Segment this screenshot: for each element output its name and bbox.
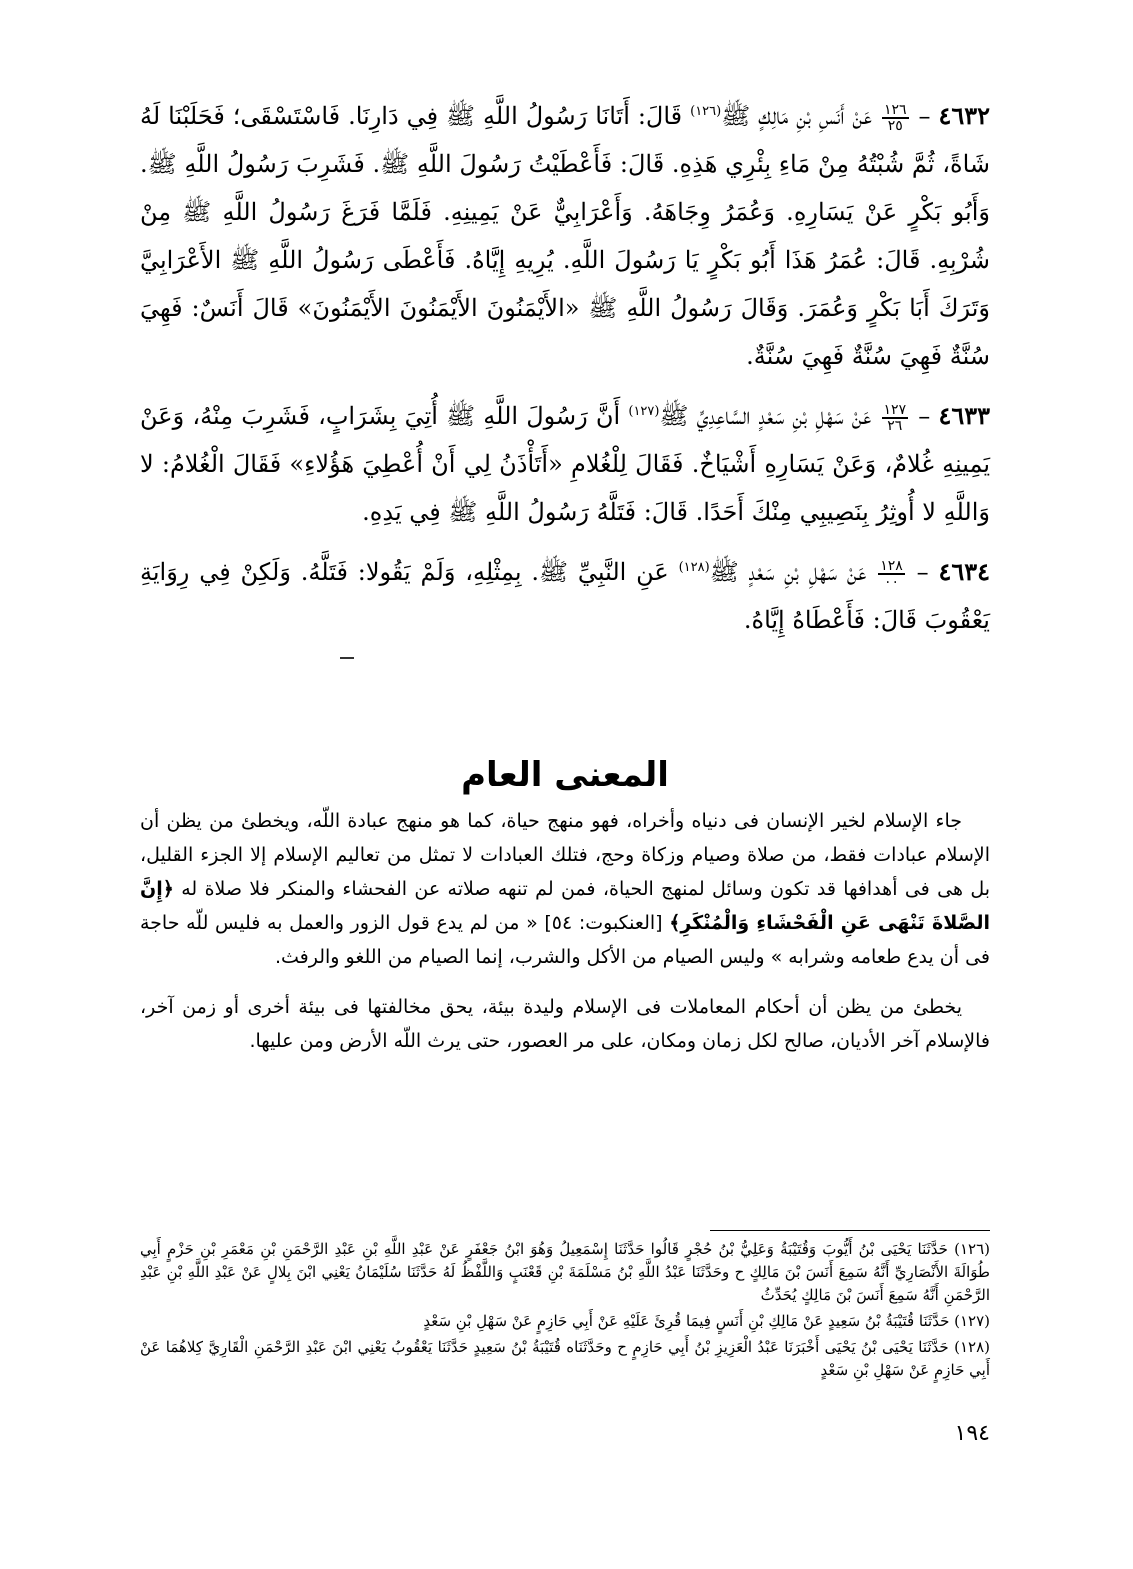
dash: – [918, 402, 931, 430]
hadith-number: ٤٦٣٤ [938, 557, 990, 586]
hadith-narrator: عَنْ أَنَسِ بْنِ مَالِكٍ ﷺ [721, 102, 872, 130]
footnote-reference[interactable]: (١٢٨) [678, 560, 710, 575]
hadith-number: ٤٦٣٢ [938, 101, 991, 130]
hadith-number: ٤٦٣٣ [938, 401, 990, 430]
dash: – [916, 558, 929, 586]
separator-mark [340, 657, 354, 659]
footnote-reference[interactable]: (١٢٦) [690, 104, 722, 119]
footnote-reference[interactable]: (١٢٧) [628, 404, 660, 419]
fraction-bottom: ٠٠ [883, 573, 900, 590]
fraction-top: ١٢٧ [883, 401, 907, 418]
footnote-127: (١٢٧) حَدَّثَنَا قُتَيْبَةُ بْنُ سَعِيدٍ عَنْ مَالِكِ بْنِ أَنَسٍ فِيمَا قُرِئَ عَلَيْهِ عَنْ أَبِي حَازِمٍ عَنْ سَهْلِ بْنِ سَعْدٍ [423, 1312, 990, 1330]
footnotes [140, 1238, 990, 1385]
fraction-top: ١٢٨ [880, 557, 903, 574]
hadith-text: قَالَ: أَتَانَا رَسُولُ اللَّهِ ﷺ فِي دَارِنَا. فَاسْتَسْقَى؛ فَحَلَبْنَا لَهُ شَاةً، ثُمَّ شُبْتُهُ مِنْ مَاءِ بِئْرِي هَذِهِ. قَالَ: فَأَعْطَيْتُ رَسُولَ اللَّهِ ﷺ. فَشَرِبَ رَسُولُ اللَّهِ ﷺ. وَأَبُو بَكْرٍ عَنْ يَسَارِهِ. وَعُمَرُ وِجَاهَهُ. وَأَعْرَابِيٌّ عَنْ يَمِينِهِ. فَلَمَّا فَرَغَ رَسُولُ اللَّهِ ﷺ مِنْ شُرْبِهِ. قَالَ: عُمَرُ هَذَا أَبُو بَكْرٍ يَا رَسُولَ اللَّهِ. يُرِيهِ إِيَّاهُ. فَأَعْطَى رَسُولُ اللَّهِ ﷺ الأَعْرَابِيَّ وَتَرَكَ أَبَا بَكْرٍ وَعُمَرَ. وَقَالَ رَسُولُ اللَّهِ ﷺ «الأَيْمَنُونَ الأَيْمَنُونَ الأَيْمَنُونَ» قَالَ أَنَسٌ: فَهِيَ سُنَّةٌ فَهِيَ سُنَّةٌ فَهِيَ سُنَّةٌ. [140, 102, 991, 370]
hadith-4632 [140, 92, 990, 380]
hadith-narrator: عَنْ سَهْلِ بْنِ سَعْدٍ ﷺ [709, 558, 867, 586]
paragraph-1 [140, 804, 990, 974]
hadith-fraction [882, 103, 909, 133]
hadith-text: أَنَّ رَسُولَ اللَّهِ ﷺ أُتِيَ بِشَرَابٍ، فَشَرِبَ مِنْهُ، وَعَنْ يَمِينِهِ غُلامٌ، وَعَنْ يَسَارِهِ أَشْيَاخٌ. فَقَالَ لِلْغُلامِ «أَتَأْذَنُ لِي أَنْ أُعْطِيَ هَؤُلاءِ» فَقَالَ الْغُلامُ: لا وَاللَّهِ لا أُوثِرُ بِنَصِيبِي مِنْكَ أَحَدًا. قَالَ: فَتَلَّهُ رَسُولُ اللَّهِ ﷺ فِي يَدِهِ. [140, 402, 991, 526]
commentary-body [140, 804, 990, 1074]
fraction-bottom: ٢٥ [887, 117, 903, 134]
fraction-bottom: ٢٦ [887, 417, 903, 434]
hadith-4634 [140, 548, 990, 644]
footnote-divider [710, 1230, 990, 1231]
paragraph-text: [العنكبوت: ٥٤] « من لم يدع قول الزور والعمل به فليس للّه حاجة فى أن يدع طعامه وشرابه » وليس الصيام من الأكل والشرب، إنما الصيام من اللغو والرفث. [140, 912, 990, 968]
fraction-top: ١٢٦ [883, 101, 907, 118]
hadith-text: عَنِ النَّبِيِّ ﷺ. بِمِثْلِهِ، وَلَمْ يَقُولا: فَتَلَّهُ. وَلَكِنْ فِي رِوَايَةِ يَعْقُوبَ قَالَ: فَأَعْطَاهُ إِيَّاهُ. [140, 558, 990, 634]
quran-verse: ﴿إِنَّ الصَّلاةَ تَنْهَى عَنِ الْفَحْشَاءِ وَالْمُنْكَرِ﴾ [140, 878, 990, 934]
document-page [140, 92, 990, 1532]
section-title: المعنى العام [461, 755, 669, 796]
hadith-narrator: عَنْ سَهْلِ بْنِ سَعْدٍ السَّاعِدِيِّ ﷺ [659, 402, 872, 430]
footnote-126: (١٢٦) حَدَّثَنَا يَحْيَى بْنُ أَيُّوبَ وَقُتَيْبَةُ وَعَلِيُّ بْنُ حُجْرٍ قَالُوا حَدَّثَنَا إِسْمَعِيلُ وَهُوَ ابْنُ جَعْفَرٍ عَنْ عَبْدِ اللَّهِ بْنِ عَبْدِ الرَّحْمَنِ بْنِ مَعْمَرِ بْنِ حَزْمٍ أَبِي طُوَالَةَ الأَنْصَارِيِّ أَنَّهُ سَمِعَ أَنَسَ بْنَ مَالِكٍ ح وحَدَّثَنَا عَبْدُ اللَّهِ بْنُ مَسْلَمَةَ بْنِ قَعْنَبٍ وَاللَّفْظُ لَهُ حَدَّثَنَا سُلَيْمَانُ يَعْنِي ابْنَ بِلالٍ عَنْ عَبْدِ اللَّهِ بْنِ عَبْدِ الرَّحْمَنِ أَنَّهُ سَمِعَ أَنَسَ بْنَ مَالِكٍ يُحَدِّثُ [140, 1240, 990, 1304]
paragraph-2: يخطئ من يظن أن أحكام المعاملات فى الإسلام وليدة بيئة، يحق مخالفتها فى بيئة أخرى أو زمن آخر، فالإسلام آخر الأديان، صالح لكل زمان ومكان، على مر العصور، حتى يرث اللّه الأرض ومن عليها. [140, 996, 990, 1052]
hadith-fraction [882, 403, 909, 433]
hadith-fraction [878, 559, 905, 589]
page-number: ١٩٤ [954, 1421, 990, 1446]
footnote-128: (١٢٨) حَدَّثَنَا يَحْيَى بْنُ يَحْيَى أَخْبَرَنَا عَبْدُ الْعَزِيزِ بْنُ أَبِي حَازِمٍ ح وحَدَّثَنَاه قُتَيْبَةُ بْنُ سَعِيدٍ حَدَّثَنَا يَعْقُوبُ يَعْنِي ابْنَ عَبْدِ الرَّحْمَنِ الْقَارِيَّ كِلاهُمَا عَنْ أَبِي حَازِمٍ عَنْ سَهْلِ بْنِ سَعْدٍ [140, 1338, 990, 1379]
dash: – [918, 102, 931, 130]
paragraph-text: جاء الإسلام لخير الإنسان فى دنياه وأخراه، فهو منهج حياة، كما هو منهج عبادة اللّه، ويخطئ من يظن أن الإسلام عبادات فقط، من صلاة وصيام وزكاة وحج، فتلك العبادات لا تمثل من تعاليم الإسلام إلا الجزء القليل، بل هى فى أهدافها قد تكون وسائل لمنهج الحياة، فمن لم تنهه صلاته عن الفحشاء والمنكر فلا صلاة له [140, 810, 990, 900]
hadith-4633 [140, 392, 990, 536]
hadith-section [140, 92, 990, 656]
